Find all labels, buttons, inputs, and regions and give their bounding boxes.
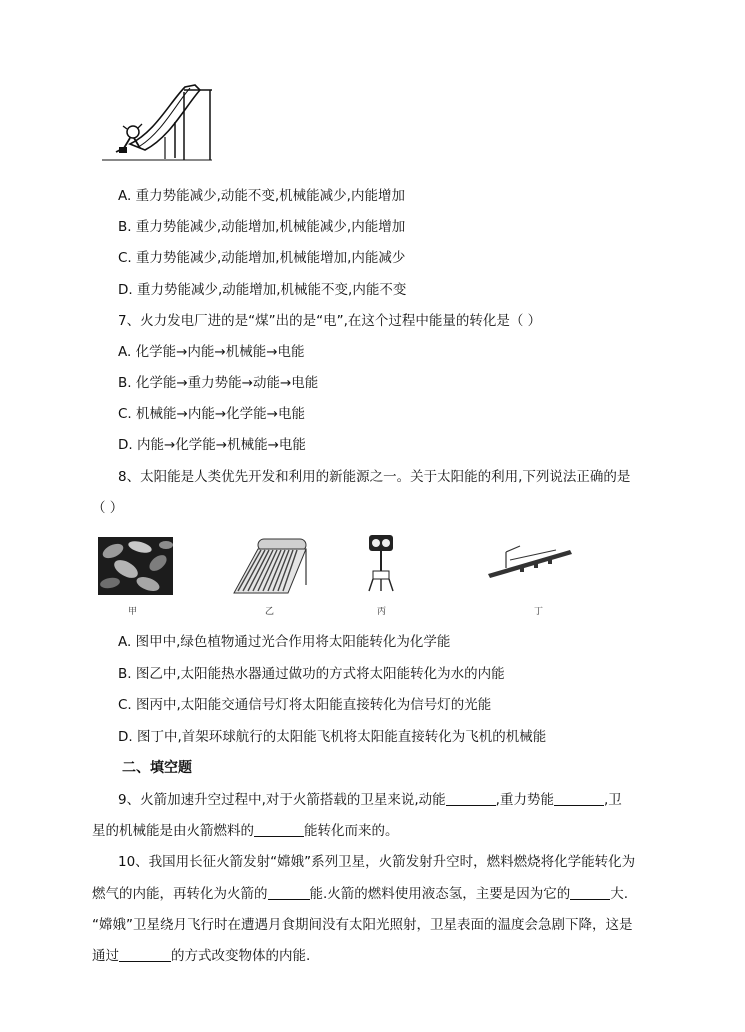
caption-jia: 甲 [128, 607, 138, 617]
solar-water-heater-image [230, 535, 310, 597]
q10-text-4: 通过 [92, 948, 119, 964]
q9-line1 [118, 790, 622, 810]
q7-stem: 7、火力发电厂进的是“煤”出的是“电”,在这个过程中能量的转化是（ ） [118, 313, 542, 329]
q9-text-5: 能转化而来的。 [304, 823, 399, 839]
q10-text-5: 的方式改变物体的内能. [171, 948, 311, 964]
q8-option-a: A. 图甲中,绿色植物通过光合作用将太阳能转化为化学能 [118, 634, 451, 650]
q6-option-c: C. 重力势能减少,动能增加,机械能增加,内能减少 [118, 250, 406, 266]
q6-option-d: D. 重力势能减少,动能增加,机械能不变,内能不变 [118, 282, 407, 298]
q7-option-c: C. 机械能→内能→化学能→电能 [118, 406, 305, 422]
q9-text-3: ,卫 [603, 792, 622, 808]
q10-line4 [92, 946, 310, 966]
q8-stem-line2: （ ） [92, 500, 124, 516]
caption-yi: 乙 [265, 607, 275, 617]
q10-text-1: 燃气的内能，再转化为火箭的 [92, 886, 268, 902]
q9-blank-kinetic[interactable] [446, 791, 496, 806]
q10-blank-energy[interactable] [268, 885, 310, 900]
q9-line2 [92, 821, 399, 841]
q10-blank-method[interactable] [119, 947, 171, 962]
q10-blank-property[interactable] [570, 885, 610, 900]
q8-option-c: C. 图丙中,太阳能交通信号灯将太阳能直接转化为信号灯的光能 [118, 697, 492, 713]
q10-text-2: 能.火箭的燃料使用液态氢，主要是因为它的 [309, 886, 571, 902]
section-fill-in-title: 二、填空题 [122, 760, 192, 776]
q10-line1: 10、我国用长征火箭发射“嫦娥”系列卫星，火箭发射升空时，燃料燃烧将化学能转化为 [118, 854, 636, 870]
q6-option-a: A. 重力势能减少,动能不变,机械能减少,内能增加 [118, 188, 405, 204]
caption-bing: 丙 [377, 607, 387, 617]
caption-ding: 丁 [534, 607, 544, 617]
solar-traffic-light-image [363, 533, 399, 593]
q7-option-d: D. 内能→化学能→机械能→电能 [118, 437, 306, 453]
slide-figure [100, 82, 215, 162]
photo-plant-leaves [98, 537, 173, 595]
q9-text-2: ,重力势能 [495, 792, 554, 808]
q10-line2 [92, 884, 628, 904]
q10-line3: “嫦娥”卫星绕月飞行时在遭遇月食期间没有太阳光照射，卫星表面的温度会急剧下降，这是 [92, 917, 633, 933]
solar-airplane-image [486, 540, 574, 584]
q8-stem-line1: 8、太阳能是人类优先开发和利用的新能源之一。关于太阳能的利用,下列说法正确的是 [118, 469, 631, 485]
q10-text-3: 大. [610, 886, 629, 902]
q7-option-b: B. 化学能→重力势能→动能→电能 [118, 375, 319, 391]
q9-text-4: 星的机械能是由火箭燃料的 [92, 823, 254, 839]
q7-option-a: A. 化学能→内能→机械能→电能 [118, 344, 305, 360]
q9-blank-potential[interactable] [554, 791, 604, 806]
q9-text-1: 9、火箭加速升空过程中,对于火箭搭载的卫星来说,动能 [118, 792, 446, 808]
q9-blank-energy[interactable] [254, 822, 304, 837]
q6-option-b: B. 重力势能减少,动能增加,机械能减少,内能增加 [118, 219, 406, 235]
q8-option-b: B. 图乙中,太阳能热水器通过做功的方式将太阳能转化为水的内能 [118, 666, 505, 682]
q8-option-d: D. 图丁中,首架环球航行的太阳能飞机将太阳能直接转化为飞机的机械能 [118, 729, 547, 745]
